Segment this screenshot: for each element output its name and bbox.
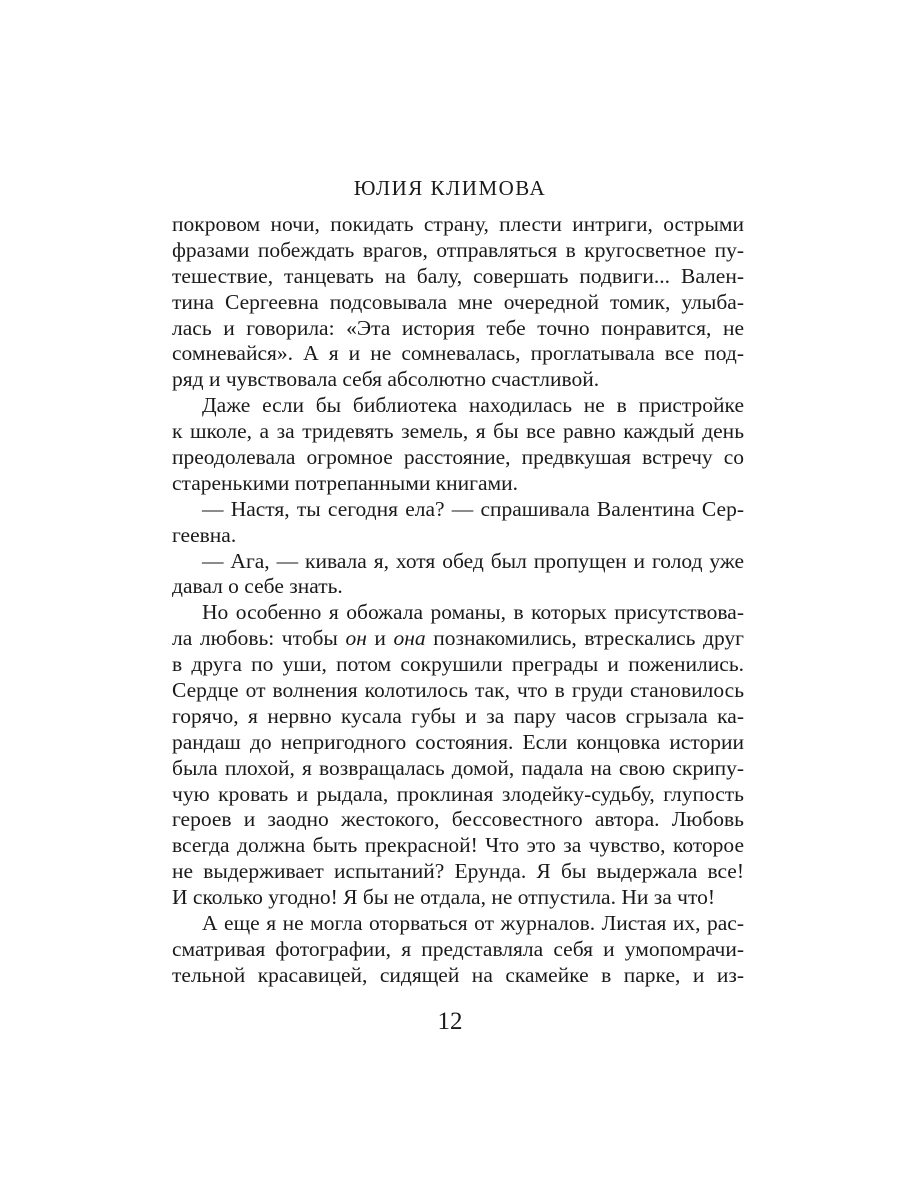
text-line: к школе, а за тридевять земель, я бы все равно каждый день xyxy=(172,419,744,444)
text-line: героев и заодно жестокого, бессовестного автора. Любовь xyxy=(172,807,744,832)
text-line: тешествие, танцевать на балу, совершать подвиги... Вален- xyxy=(172,263,744,288)
text-line: — Ага, — кивала я, хотя обед был пропущен и голод уже xyxy=(202,548,744,573)
text-line: фразами побеждать врагов, отправляться в кругосветное пу- xyxy=(172,237,744,262)
text-line: ла любовь: чтобы он и она познакомились, втрескались друг xyxy=(172,626,744,651)
text-line: Даже если бы библиотека находилась не в пристройке xyxy=(202,393,744,418)
text-line: тина Сергеевна подсовывала мне очередной томик, улыба- xyxy=(172,289,744,314)
text-line: — Настя, ты сегодня ела? — спрашивала Валентина Сер- xyxy=(202,496,744,521)
text-line: не выдерживает испытаний? Ерунда. Я бы выдержала все! xyxy=(172,859,744,884)
text-line: старенькими потрепанными книгами. xyxy=(172,470,519,495)
text-line: лась и говорила: «Эта история тебе точно понравится, не xyxy=(172,315,744,340)
page-number: 12 xyxy=(437,1008,463,1035)
text-line: сматривая фотографии, я представляла себя и умопомрачи- xyxy=(172,936,744,961)
text-line: И сколько угодно! Я бы не отдала, не отпустила. Ни за что! xyxy=(172,885,716,910)
text-line: рандаш до непригодного состояния. Если концовка истории xyxy=(172,729,744,754)
text-line: Но особенно я обожала романы, в которых присутствова- xyxy=(202,600,744,625)
text-line: давал о себе знать. xyxy=(172,574,343,599)
italic-word: он xyxy=(345,626,367,651)
running-head-author: ЮЛИЯ КЛИМОВА xyxy=(353,176,547,200)
text-line: геевна. xyxy=(172,522,237,547)
text-line: А еще я не могла оторваться от журналов. Листая их, рас- xyxy=(202,911,744,936)
text-line: чую кровать и рыдала, проклиная злодейку-судьбу, глупость xyxy=(172,781,744,806)
text-line: ряд и чувствовала себя абсолютно счастливой. xyxy=(172,367,600,392)
text-line: в друга по уши, потом сокрушили преграды и поженились. xyxy=(172,652,744,677)
text-line: горячо, я нервно кусала губы и за пару часов сгрызала ка- xyxy=(172,703,744,728)
italic-word: она xyxy=(393,626,426,651)
text-line: покровом ночи, покидать страну, плести интриги, острыми xyxy=(172,212,744,236)
text-line: Сердце от волнения колотилось так, что в груди становилось xyxy=(172,678,744,703)
text-line: преодолевала огромное расстояние, предвкушая встречу со xyxy=(172,445,744,470)
text-line: всегда должна быть прекрасной! Что это за чувство, которое xyxy=(172,833,744,858)
text-line: тельной красавицей, сидящей на скамейке в парке, и из- xyxy=(172,962,744,987)
text-line: была плохой, я возвращалась домой, падала на свою скрипу- xyxy=(172,755,744,780)
body-text xyxy=(172,212,744,989)
text-line: сомневайся». А я и не сомневалась, проглатывала все под- xyxy=(172,341,744,366)
